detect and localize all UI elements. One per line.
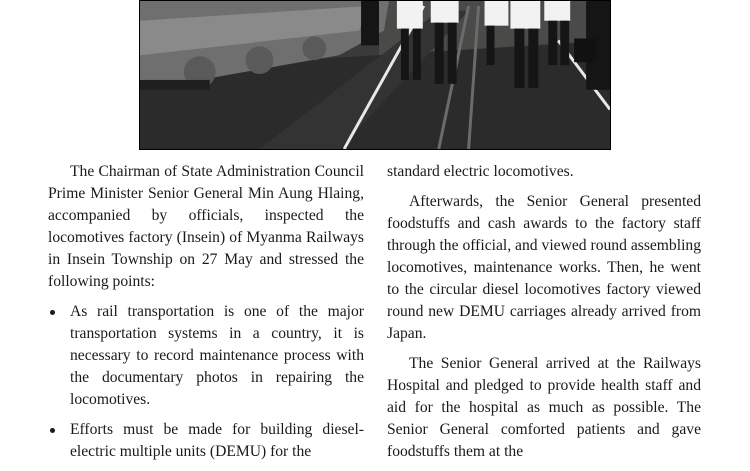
right-column — [387, 161, 701, 463]
body-paragraph: Afterwards, the Senior General presented foodstuffs and cash awards to the factory staff through the official, and viewed round assembling locomotives, maintenance works. Then, he went to the circular diesel locomotives factory viewed round new DEMU carriages already arrived from Japan. — [387, 193, 701, 342]
bullet-dot-icon — [50, 310, 55, 315]
bullet-item — [48, 419, 364, 463]
locomotive-factory-photo — [140, 1, 610, 149]
bullet-text: As rail transportation is one of the major transportation systems in a country, it is necessary to record maintenance process with the documentary photos in repairing the locomotives. — [70, 303, 364, 408]
left-column — [48, 161, 364, 471]
bullet-item — [48, 301, 364, 411]
body-paragraph: The Senior General arrived at the Railways Hospital and pledged to provide health staff and aid for the hospital as much as possible. The Senior General comforted patients and gave foodstuffs them at the — [387, 355, 701, 460]
continued-paragraph: standard electric locomotives. — [387, 163, 574, 180]
bullet-list — [48, 301, 364, 463]
intro-paragraph: The Chairman of State Administration Council Prime Minister Senior General Min Aung Hlaing, accompanied by officials, inspected the locomotives factory (Insein) of Myanma Railways in Insein Township on 27 May and stressed the following points: — [48, 163, 364, 290]
article-photo — [139, 0, 611, 150]
bullet-text: Efforts must be made for building diesel-electric multiple units (DEMU) for the — [70, 421, 364, 460]
bullet-dot-icon — [50, 428, 55, 433]
